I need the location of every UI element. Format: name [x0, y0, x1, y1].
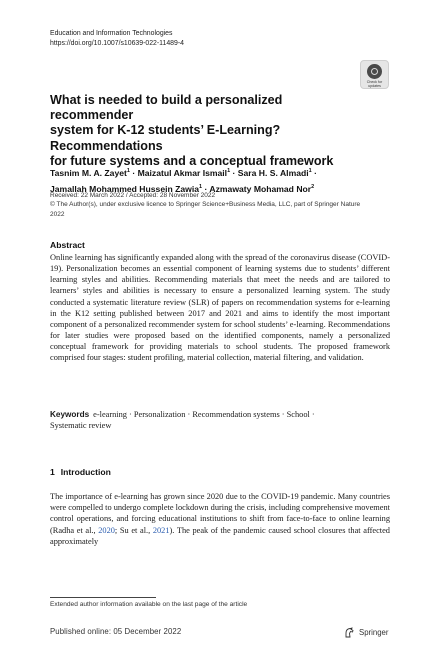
abstract-heading: Abstract: [50, 240, 85, 250]
doi-link[interactable]: https://doi.org/10.1007/s10639-022-11489-4: [50, 39, 184, 47]
check-for-updates-badge[interactable]: [360, 60, 389, 89]
check-for-updates-label: Check for updates: [366, 80, 383, 88]
intro-paragraph: ; Su et al.,: [114, 525, 153, 535]
keyword-separator: ·: [126, 410, 134, 419]
article-history: [50, 191, 395, 219]
keyword-item: Recommendation systems: [192, 410, 280, 419]
author-affiliation: 1: [308, 167, 312, 174]
author-name[interactable]: Jamallah Mohammed Hussein Zawia: [50, 183, 200, 194]
section-number: 1: [50, 467, 55, 477]
footnote-divider: [50, 597, 156, 598]
publisher-name: Springer: [359, 628, 389, 637]
article-title: What is needed to build a personalized recommender system for K-12 students’ E-Learning? Recommendations for future systems and a conceptual framework: [50, 93, 334, 168]
journal-name: Education and Information Technologies: [50, 30, 173, 37]
author-name[interactable]: Sara H. S. Almadi: [237, 167, 309, 178]
journal-header: [50, 29, 184, 48]
introduction-text: [50, 491, 390, 547]
citation-link[interactable]: 2021: [152, 525, 170, 535]
intro-paragraph: ). The peak of the pandemic caused school closures that affected approximately: [50, 525, 390, 546]
author-affiliation: 1: [227, 167, 231, 174]
keyword-item: Systematic review: [50, 421, 112, 431]
section-title: Introduction: [60, 467, 111, 477]
keyword-separator: ·: [185, 410, 193, 419]
check-for-updates-icon: [367, 64, 382, 79]
publisher-logo[interactable]: [344, 627, 388, 638]
keyword-item: e-learning: [93, 410, 127, 419]
author-list: Tasnim M. A. Zayet$^1$ · Maizatul Akmar Ismail$^1$ · Sara H. S. Almadi$^1$ · Jamallah Mohammed Hussein Zawia$^1$ · Azmawaty Mohamad Nor$^2$: [50, 167, 317, 194]
keyword-item: School: [286, 410, 310, 419]
section-heading: [50, 467, 111, 477]
published-date: Published online: 05 December 2022: [50, 627, 182, 636]
abstract-text: Online learning has significantly expanded along with the spread of the coronavirus disease (COVID-19). Personalization becomes an essential component of learning systems due to students’ different learning styles and abilities. Recommending materials that meet the needs and are tailored to learners’ styles and abilities is necessary to ensure a personalized learning system. The study conducted a systematic literature review (SLR) of papers on recommendation systems for e-learning in the K12 setting published between 2017 and 2021 and aims to identify the most important component of a personalized recommender system for school students’ e-learning. Recommendations for later studies were proposed based on the identified components, namely a personalized conceptual framework for providing materials to school students. The proposed framework comprised four stages: student profiling, material collection, material filtering, and validation.: [50, 253, 390, 363]
citation-link[interactable]: 2020: [98, 525, 115, 535]
copyright-notice: © The Author(s), under exclusive licence to Springer Science+Business Media, LLC, part of Springer Nature 2022: [50, 201, 361, 218]
intro-paragraph: The importance of e-learning has grown since 2020 due to the COVID-19 pandemic. Many countries were compelled to undergo complete lockdown during the crisis, including comprehensive movement control operations, and forcing educational institutions to shift from face-to-face to online learning (Radha et al.,: [50, 492, 390, 535]
received-accepted-dates: Received: 22 March 2022 / Accepted: 28 November 2022: [50, 192, 216, 199]
author-affiliation: 1: [199, 183, 203, 190]
author-affiliation: 1: [126, 167, 130, 174]
footnote: Extended author information available on the last page of the article: [50, 601, 248, 608]
author-name[interactable]: Tasnim M. A. Zayet: [50, 167, 127, 178]
author-affiliation: 2: [311, 183, 315, 190]
keywords-label: Keywords: [50, 410, 90, 419]
springer-horse-icon: [344, 627, 355, 638]
author-name[interactable]: Maizatul Akmar Ismail: [137, 167, 228, 178]
author-name[interactable]: Azmawaty Mohamad Nor: [209, 183, 312, 194]
keyword-item: Personalization: [133, 410, 186, 419]
keywords: [50, 409, 390, 432]
keyword-separator: ·: [309, 410, 315, 419]
keyword-separator: ·: [279, 410, 287, 419]
